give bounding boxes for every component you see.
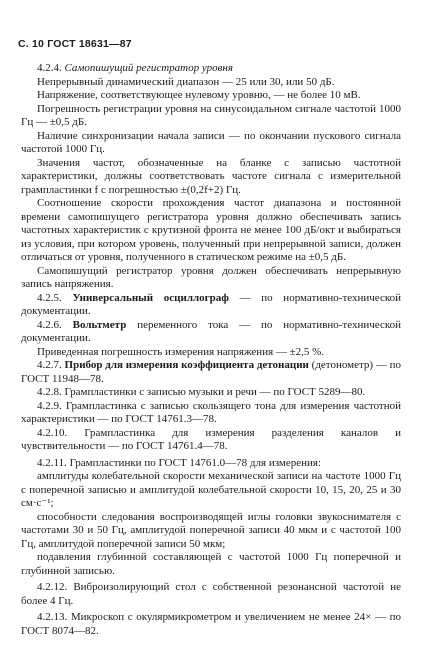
clause-number: 4.2.5.: [37, 291, 73, 304]
page-header: С. 10 ГОСТ 18631—87: [18, 38, 132, 50]
clause-title: Универсальный осциллограф: [72, 291, 229, 304]
clause-title: Грампластинки: [69, 456, 142, 469]
paragraph: [21, 76, 401, 90]
paragraph: [21, 581, 401, 608]
paragraph: [21, 611, 401, 638]
clause-title: Виброизолирующий стол: [73, 581, 196, 593]
clause-title: Грампластинка с записью скользящего тона для измерения частотной характеристики: [21, 399, 401, 425]
paragraph-text: амплитуды колебательной скорости механической записи на частоте 1000 Гц с поперечной записью и амплитудой колебательной скорости 10, 15, 20, 25 и 30 см·с⁻¹;: [21, 470, 401, 509]
clause-number: 4.2.6.: [37, 318, 73, 331]
clause-number: 4.2.11.: [37, 456, 70, 469]
paragraph: [21, 470, 401, 511]
paragraph: [21, 346, 401, 360]
paragraph: [21, 386, 401, 400]
clause-number: 4.2.9.: [37, 399, 66, 412]
clause-title: Прибор для измерения коэффициента детонации: [64, 359, 309, 371]
document-body: [21, 62, 401, 638]
paragraph-text: Непрерывный динамический диапазон — 25 или 30, или 50 дБ.: [37, 75, 335, 88]
paragraph: [21, 103, 401, 130]
paragraph-text: Соотношение скорости прохождения частот диапазона и постоянной времени самопишущего регистратора уровня должно обеспечивать запись частотных характеристик с крутизной фронта не менее 100 дБ/окт и выбираться из условия, при котором уровень, полученный при непрерывной записи, должен отличаться от уровня, полученного в статическом режиме на ±0,5 дБ.: [21, 197, 401, 263]
paragraph: [21, 427, 401, 454]
paragraph: [21, 197, 401, 265]
paragraph-text: Погрешность регистрации уровня на синусоидальном сигнале частотой 1000 Гц — ±0,5 дБ.: [21, 102, 401, 128]
clause-number: 4.2.10.: [37, 426, 85, 439]
paragraph: [21, 62, 401, 76]
paragraph: [21, 265, 401, 292]
paragraph: [21, 511, 401, 552]
paragraph-text: (детонометр) — по ГОСТ 11948—78.: [21, 359, 402, 385]
clause-title: Вольтметр: [72, 318, 127, 331]
clause-title: Самопишущий регистратор уровня: [64, 62, 233, 74]
clause-title: Микроскоп: [70, 611, 125, 623]
paragraph: [21, 130, 401, 157]
clause-number: 4.2.8.: [37, 386, 65, 398]
paragraph-text: Напряжение, соответствующее нулевому уровню, — не более 10 мВ.: [37, 89, 361, 101]
paragraph: [21, 157, 401, 198]
clause-number: 4.2.7.: [37, 359, 65, 371]
paragraph: [21, 551, 401, 578]
paragraph-text: способности следования воспроизводящей иглы головки звукоснимателя с частотами 30 и 50 Гц, амплитудой поперечной записи 40 мкм и с частотой 100 Гц, амплитудой поперечной записи 50 мкм;: [21, 510, 401, 550]
paragraph-text: переменного тока — по нормативно-технической документации.: [21, 318, 401, 344]
paragraph-text: Приведенная погрешность измерения напряжения — ±2,5 %.: [37, 345, 325, 358]
paragraph-text: с окулярмикрометром и увеличением не менее 24× — по ГОСТ 8074—82.: [21, 611, 401, 637]
paragraph-text: Значения частот, обозначенные на бланке с записью частотной характеристики, должны соответствовать частоте сигнала с измерительной грампластинки f с погрешностью ±(0,2f+2) Гц.: [21, 156, 401, 196]
paragraph: [21, 319, 401, 346]
paragraph-text: — по ГОСТ 14761.4—78.: [105, 440, 228, 452]
paragraph-text: Самопишущий регистратор уровня должен обеспечивать непрерывную запись напряжения.: [21, 264, 401, 290]
paragraph: [21, 457, 401, 471]
paragraph-text: Наличие синхронизации начала записи — по окончании пускового сигнала частотой 1000 Гц.: [21, 129, 401, 155]
clause-title: Грампластинки с записью музыки и речи: [64, 386, 257, 398]
paragraph-text: подавления глубинной составляющей с частотой 1000 Гц поперечной и глубинной записью.: [21, 551, 401, 577]
clause-title: Грампластинка для измерения разделения каналов и чувствительности: [21, 426, 401, 452]
clause-number: 4.2.4.: [37, 62, 65, 74]
paragraph: [21, 400, 401, 427]
paragraph-text: по ГОСТ 14761.0—78 для измерения:: [141, 456, 322, 469]
paragraph-text: — по ГОСТ 14761.3—78.: [94, 413, 217, 425]
paragraph: [21, 359, 401, 386]
paragraph: [21, 89, 401, 103]
paragraph-text: — по ГОСТ 5289—80.: [256, 386, 366, 398]
clause-number: 4.2.12.: [37, 581, 74, 593]
paragraph-text: с собственной резонансной частотой не более 4 Гц.: [21, 581, 402, 607]
clause-number: 4.2.13.: [37, 611, 71, 623]
paragraph-text: — по нормативно-технической документации.: [21, 291, 402, 317]
paragraph: [21, 292, 401, 319]
